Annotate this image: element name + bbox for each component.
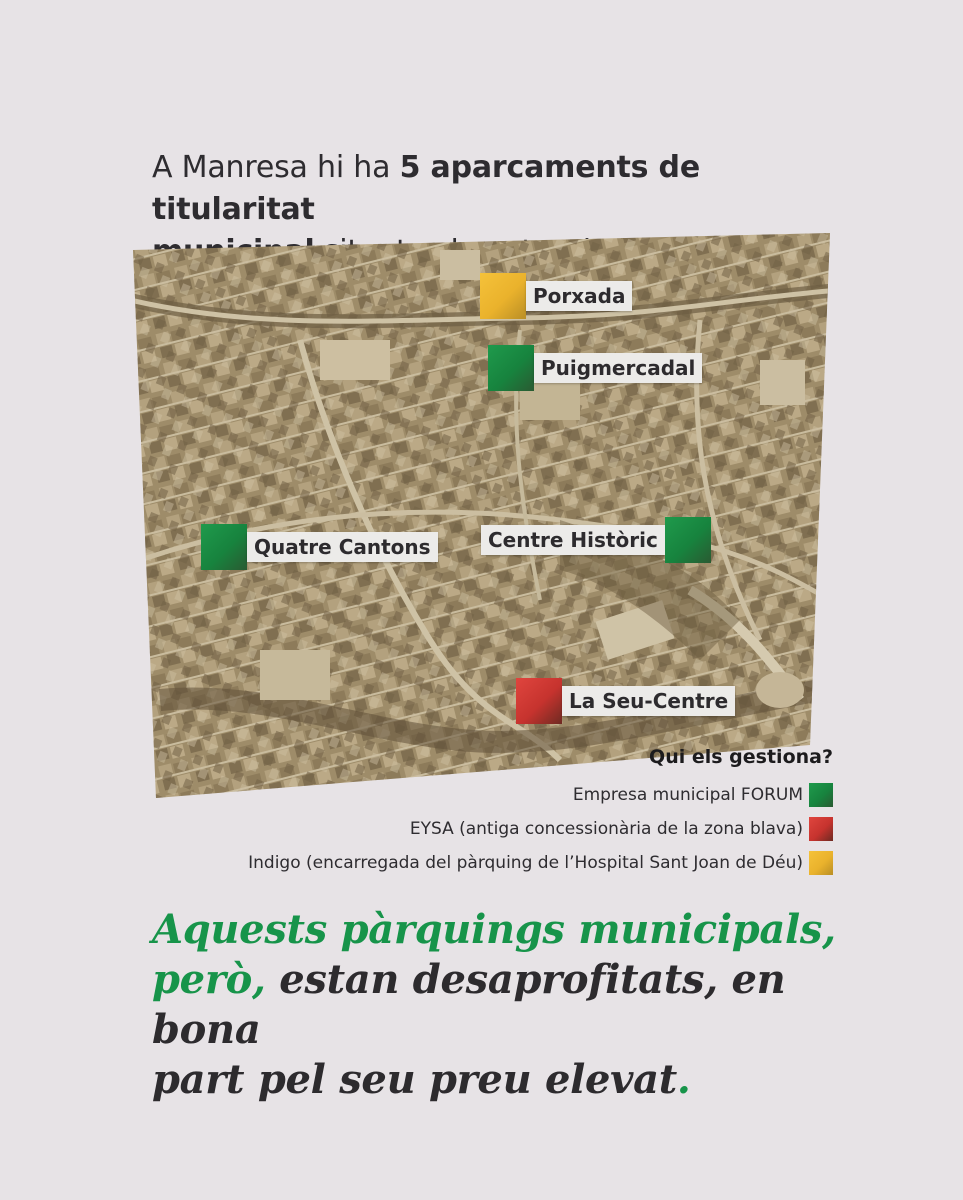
legend-label-eysa: EYSA (antiga concessionària de la zona blava) bbox=[409, 819, 803, 839]
pin-label-la-seu-centre: La Seu-Centre bbox=[562, 686, 735, 716]
closing-green-2: però, bbox=[152, 956, 266, 1003]
legend-item-eysa bbox=[410, 817, 833, 841]
legend-item-forum bbox=[573, 783, 833, 807]
pin-puigmercadal[interactable] bbox=[488, 345, 702, 391]
forum-marker bbox=[665, 517, 711, 563]
closing-dark-1: estan desaprofitats, en bona bbox=[152, 956, 786, 1053]
pin-label-porxada: Porxada bbox=[526, 281, 632, 311]
pin-la-seu-centre[interactable] bbox=[516, 678, 735, 724]
pin-label-puigmercadal: Puigmercadal bbox=[534, 353, 702, 383]
pin-label-quatre-cantons: Quatre Cantons bbox=[247, 532, 438, 562]
pin-label-centre-historic: Centre Històric bbox=[481, 525, 665, 555]
intro-bold1: 5 aparcaments de titularitat bbox=[152, 150, 700, 227]
pin-porxada[interactable] bbox=[480, 273, 632, 319]
forum-marker bbox=[488, 345, 534, 391]
legend-yellow-swatch bbox=[809, 851, 833, 875]
legend-label-forum: Empresa municipal FORUM bbox=[572, 785, 803, 805]
pin-quatre-cantons[interactable] bbox=[201, 524, 438, 570]
closing-dark-2: part pel seu preu elevat bbox=[152, 1056, 677, 1103]
legend-item-indigo bbox=[248, 851, 833, 875]
legend-red-swatch bbox=[809, 817, 833, 841]
indigo-marker bbox=[480, 273, 526, 319]
forum-marker bbox=[201, 524, 247, 570]
legend-title: Qui els gestiona? bbox=[649, 746, 833, 768]
closing-period: . bbox=[676, 1056, 691, 1103]
eysa-marker bbox=[516, 678, 562, 724]
closing-statement bbox=[152, 905, 872, 1105]
closing-green-1: Aquests pàrquings municipals, bbox=[152, 906, 836, 953]
legend-label-indigo: Indigo (encarregada del pàrquing de l’Hospital Sant Joan de Déu) bbox=[248, 853, 803, 873]
legend-green-swatch bbox=[809, 783, 833, 807]
pin-centre-historic[interactable] bbox=[481, 517, 711, 563]
intro-part1: A Manresa hi ha bbox=[152, 150, 400, 185]
